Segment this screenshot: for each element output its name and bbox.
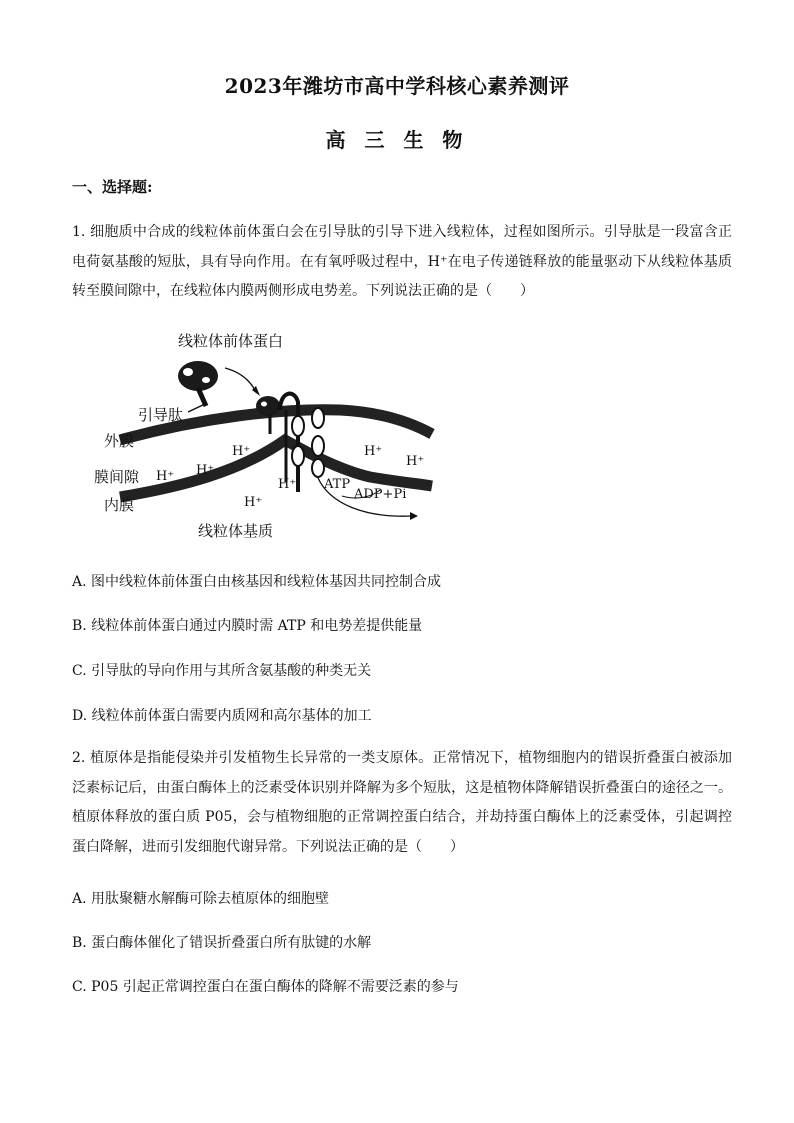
proton-5: H⁺ <box>244 495 263 510</box>
label-intermembrane: 膜间隙 <box>94 468 140 486</box>
q1-option-c[interactable]: C. 引导肽的导向作用与其所含氨基酸的种类无关 <box>72 663 372 679</box>
label-adp-pi: ADP+Pi <box>354 487 407 502</box>
proton-7: H⁺ <box>406 454 425 469</box>
label-inner-membrane: 内膜 <box>104 496 135 514</box>
q2-option-a[interactable]: A. 用肽聚糖水解酶可除去植原体的细胞壁 <box>72 891 330 907</box>
mitochondria-import-diagram <box>80 322 450 552</box>
q1-option-a[interactable]: A. 图中线粒体前体蛋白由核基因和线粒体基因共同控制合成 <box>72 574 442 590</box>
label-matrix: 线粒体基质 <box>198 522 274 540</box>
proton-3: H⁺ <box>232 444 251 459</box>
label-precursor: 线粒体前体蛋白 <box>178 332 284 350</box>
q2-option-c[interactable]: C. P05 引起正常调控蛋白在蛋白酶体的降解不需要泛素的参与 <box>72 979 459 995</box>
label-atp: ATP <box>324 477 351 492</box>
page-title: 2023年潍坊市高中学科核心素养测评 <box>224 74 570 98</box>
q1-option-d[interactable]: D. 线粒体前体蛋白需要内质网和高尔基体的加工 <box>72 708 372 724</box>
question-1-stem: 1. 细胞质中合成的线粒体前体蛋白会在引导肽的引导下进入线粒体，过程如图所示。引导肽是一段富含正电荷氨基酸的短肽，具有导向作用。在有氧呼吸过程中，H⁺在电子传递链释放的能量驱动下从线粒体基质转至膜间隙中，在线粒体内膜两侧形成电势差。下列说法正确的是（ ） <box>72 224 732 299</box>
precursor-protein-icon <box>178 361 218 406</box>
section-heading: 一、选择题: <box>72 178 153 196</box>
proton-4: H⁺ <box>278 477 297 492</box>
subject-title: 高 三 生 物 <box>325 128 469 152</box>
proton-6: H⁺ <box>364 444 383 459</box>
proton-1: H⁺ <box>156 469 175 484</box>
label-outer-membrane: 外膜 <box>104 432 135 450</box>
q2-option-b[interactable]: B. 蛋白酶体催化了错误折叠蛋白所有肽键的水解 <box>72 935 372 951</box>
label-leader-peptide: 引导肽 <box>138 406 184 424</box>
proton-2: H⁺ <box>196 463 215 478</box>
question-2-stem: 2. 植原体是指能侵染并引发植物生长异常的一类支原体。正常情况下，植物细胞内的错误折叠蛋白被添加泛素标记后，由蛋白酶体上的泛素受体识别并降解为多个短肽，这是植物体降解错误折叠蛋白的途径之一。植原体释放的蛋白质 P05，会与植物细胞的正常调控蛋白结合，并劫持蛋白酶体上的泛素受体，引起调控蛋白降解，进而引发细胞代谢异常。下列说法正确的是（ ） <box>72 750 732 855</box>
q1-option-b[interactable]: B. 线粒体前体蛋白通过内膜时需 ATP 和电势差提供能量 <box>72 618 423 634</box>
